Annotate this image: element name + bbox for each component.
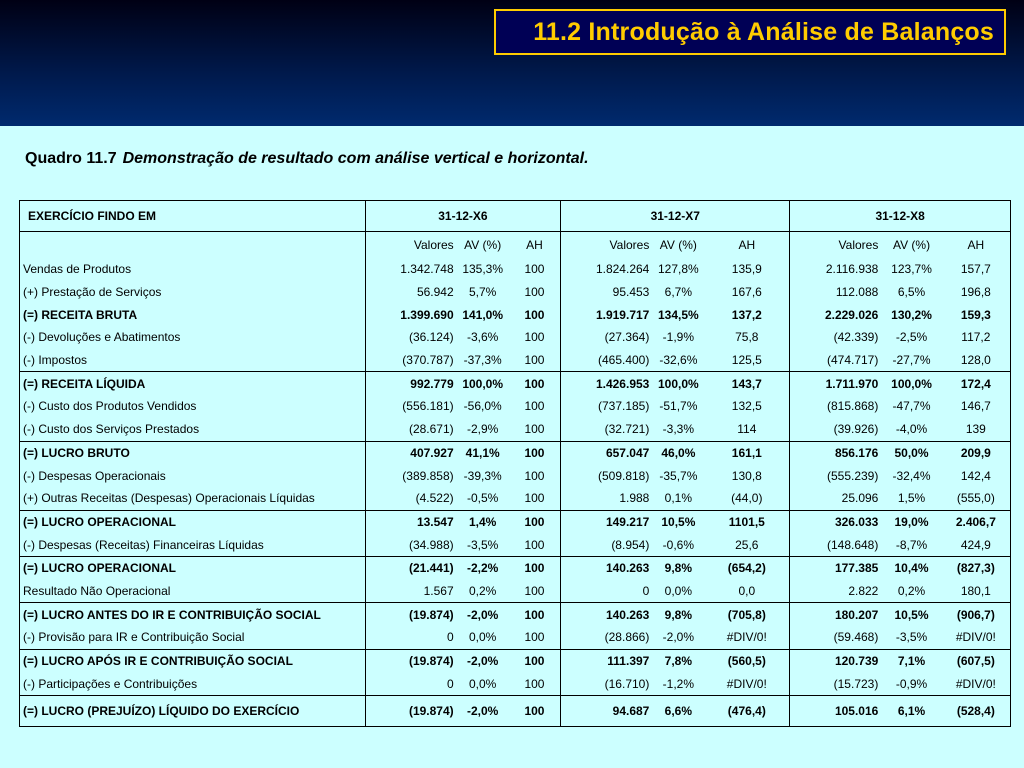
cell-av: 6,6% bbox=[652, 696, 704, 727]
cell-ah: 146,7 bbox=[960, 399, 991, 414]
slide-header bbox=[0, 0, 1024, 126]
header-period-x7: 31-12-X7 bbox=[561, 201, 790, 232]
slide-title: 11.2 Introdução à Análise de Balanços bbox=[533, 17, 994, 46]
cell-valores: (42.339) bbox=[833, 330, 879, 345]
cell-ah: 100 bbox=[509, 395, 561, 418]
cell-ah: 100 bbox=[509, 580, 561, 603]
cell-ah: 142,4 bbox=[960, 468, 991, 483]
cell-valores: 1.919.717 bbox=[595, 307, 650, 322]
cell-ah: 100 bbox=[509, 672, 561, 695]
row-label: (=) LUCRO OPERACIONAL bbox=[20, 556, 366, 579]
cell-valores: (16.710) bbox=[604, 676, 650, 691]
cell-ah: 100 bbox=[509, 349, 561, 372]
cell-ah: 424,9 bbox=[960, 537, 991, 552]
cell-av: 0,0% bbox=[468, 630, 497, 645]
subheader-valores: Valores bbox=[413, 238, 454, 252]
cell-av: 10,5% bbox=[881, 603, 941, 626]
cell-av: 46,0% bbox=[652, 441, 704, 464]
cell-ah: 100 bbox=[509, 696, 561, 727]
row-label: (-) Despesas Operacionais bbox=[20, 464, 366, 487]
cell-av: -3,5% bbox=[895, 630, 928, 645]
table-caption bbox=[25, 150, 589, 168]
cell-av: -1,2% bbox=[662, 676, 695, 691]
cell-av: 134,5% bbox=[658, 307, 699, 322]
cell-valores: (27.364) bbox=[604, 330, 650, 345]
header-period-x8: 31-12-X8 bbox=[790, 201, 1011, 232]
cell-valores: (509.818) bbox=[597, 468, 650, 483]
cell-ah: 100 bbox=[509, 372, 561, 395]
cell-valores: (737.185) bbox=[597, 399, 650, 414]
cell-ah: 114 bbox=[704, 418, 789, 441]
cell-ah: (560,5) bbox=[704, 649, 789, 672]
cell-ah: 100 bbox=[509, 649, 561, 672]
cell-valores: 149.217 bbox=[561, 510, 653, 533]
cell-ah: 1101,5 bbox=[704, 510, 789, 533]
cell-ah: 100 bbox=[509, 510, 561, 533]
cell-ah: 100 bbox=[509, 464, 561, 487]
cell-ah: #DIV/0! bbox=[955, 676, 996, 691]
cell-av: 10,4% bbox=[881, 556, 941, 579]
table-row bbox=[20, 372, 1011, 395]
cell-ah: (654,2) bbox=[704, 556, 789, 579]
cell-valores: 25.096 bbox=[841, 491, 879, 506]
cell-ah: #DIV/0! bbox=[704, 626, 789, 649]
cell-av: 10,5% bbox=[652, 510, 704, 533]
cell-ah: 137,2 bbox=[704, 303, 789, 326]
table-row bbox=[20, 603, 1011, 626]
subheader-empty bbox=[20, 232, 366, 259]
cell-ah: 100 bbox=[509, 626, 561, 649]
row-label: (+) Outras Receitas (Despesas) Operacionais Líquidas bbox=[20, 487, 366, 510]
caption-description: Demonstração de resultado com análise vertical e horizontal. bbox=[122, 150, 589, 167]
cell-ah: 117,2 bbox=[961, 330, 991, 345]
row-label: (-) Impostos bbox=[20, 349, 366, 372]
table-row bbox=[20, 556, 1011, 579]
cell-valores: (148.648) bbox=[826, 537, 879, 552]
cell-av: -37,3% bbox=[463, 353, 502, 368]
header-period-x6: 31-12-X6 bbox=[365, 201, 561, 232]
cell-ah: 130,8 bbox=[704, 464, 789, 487]
cell-ah: 167,6 bbox=[704, 281, 789, 304]
cell-av: -2,0% bbox=[662, 630, 695, 645]
cell-av: -3,3% bbox=[662, 422, 695, 437]
cell-av: 9,8% bbox=[652, 556, 704, 579]
cell-ah: 100 bbox=[509, 303, 561, 326]
cell-valores: 13.547 bbox=[365, 510, 457, 533]
cell-ah: 100 bbox=[509, 487, 561, 510]
cell-ah: (476,4) bbox=[704, 696, 789, 727]
cell-valores: (28.866) bbox=[604, 630, 650, 645]
cell-ah: (528,4) bbox=[942, 696, 1011, 727]
table-row bbox=[20, 487, 1011, 510]
cell-av: -0,9% bbox=[895, 676, 928, 691]
cell-valores: (555.239) bbox=[826, 468, 879, 483]
table-row bbox=[20, 349, 1011, 372]
cell-ah: #DIV/0! bbox=[704, 672, 789, 695]
table-row bbox=[20, 649, 1011, 672]
cell-ah: 100 bbox=[509, 556, 561, 579]
cell-av: -35,7% bbox=[659, 468, 698, 483]
cell-ah: 125,5 bbox=[704, 349, 789, 372]
row-label: (=) LUCRO ANTES DO IR E CONTRIBUIÇÃO SOCIAL bbox=[20, 603, 366, 626]
row-label: (=) LUCRO (PREJUÍZO) LÍQUIDO DO EXERCÍCIO bbox=[20, 696, 366, 727]
cell-av: -51,7% bbox=[659, 399, 698, 414]
row-label: (=) LUCRO OPERACIONAL bbox=[20, 510, 366, 533]
cell-av: 6,1% bbox=[881, 696, 941, 727]
cell-ah: 100 bbox=[509, 533, 561, 556]
cell-av: -2,5% bbox=[895, 330, 928, 345]
cell-ah: 209,9 bbox=[942, 441, 1011, 464]
row-label: (-) Devoluções e Abatimentos bbox=[20, 326, 366, 349]
cell-av: -39,3% bbox=[463, 468, 502, 483]
row-label: (-) Custo dos Serviços Prestados bbox=[20, 418, 366, 441]
row-label: (+) Prestação de Serviços bbox=[20, 281, 366, 304]
cell-av: 50,0% bbox=[881, 441, 941, 464]
cell-valores: 657.047 bbox=[561, 441, 653, 464]
cell-ah: 75,8 bbox=[704, 326, 789, 349]
cell-valores: (59.468) bbox=[833, 630, 879, 645]
cell-valores: 1.711.970 bbox=[790, 372, 882, 395]
cell-valores: 111.397 bbox=[561, 649, 653, 672]
cell-valores: 0 bbox=[446, 630, 454, 645]
cell-valores: 992.779 bbox=[365, 372, 457, 395]
cell-ah: 157,7 bbox=[960, 262, 991, 277]
row-label: (-) Despesas (Receitas) Financeiras Líquidas bbox=[20, 533, 366, 556]
cell-ah: 100 bbox=[509, 418, 561, 441]
cell-ah: 132,5 bbox=[704, 395, 789, 418]
cell-valores: (556.181) bbox=[402, 399, 454, 414]
cell-av: 127,8% bbox=[658, 262, 699, 277]
subheader-ah: AH bbox=[967, 238, 985, 252]
row-label: Resultado Não Operacional bbox=[20, 580, 366, 603]
cell-av: 1,4% bbox=[457, 510, 509, 533]
cell-valores: (474.717) bbox=[826, 353, 879, 368]
cell-av: 1,5% bbox=[897, 491, 926, 506]
cell-ah: 161,1 bbox=[704, 441, 789, 464]
cell-av: 7,1% bbox=[881, 649, 941, 672]
row-label: (-) Provisão para IR e Contribuição Social bbox=[20, 626, 366, 649]
cell-av: 6,7% bbox=[664, 285, 693, 300]
cell-valores: 1.342.748 bbox=[400, 262, 454, 277]
cell-valores: 105.016 bbox=[790, 696, 882, 727]
subheader-valores: Valores bbox=[609, 238, 650, 252]
cell-av: -32,6% bbox=[659, 353, 698, 368]
cell-valores: 2.116.938 bbox=[825, 262, 879, 277]
cell-av: 123,7% bbox=[891, 262, 932, 277]
cell-av: -0,5% bbox=[466, 491, 499, 506]
cell-valores: 326.033 bbox=[790, 510, 882, 533]
cell-av: -2,0% bbox=[457, 696, 509, 727]
cell-av: 0,0% bbox=[664, 583, 693, 598]
cell-valores: 1.426.953 bbox=[561, 372, 653, 395]
cell-valores: (32.721) bbox=[604, 422, 650, 437]
cell-ah: #DIV/0! bbox=[955, 630, 996, 645]
cell-av: 130,2% bbox=[891, 307, 932, 322]
row-label: (=) LUCRO BRUTO bbox=[20, 441, 366, 464]
table-row bbox=[20, 696, 1011, 727]
cell-valores: (15.723) bbox=[833, 676, 879, 691]
cell-av: -8,7% bbox=[895, 537, 928, 552]
cell-av: -2,2% bbox=[457, 556, 509, 579]
cell-av: -27,7% bbox=[892, 353, 931, 368]
cell-av: -3,5% bbox=[466, 537, 499, 552]
cell-ah: 128,0 bbox=[960, 353, 991, 368]
cell-valores: (34.988) bbox=[408, 537, 454, 552]
cell-ah: (827,3) bbox=[942, 556, 1011, 579]
cell-av: 100,0% bbox=[457, 372, 509, 395]
table-row bbox=[20, 533, 1011, 556]
row-label: (=) LUCRO APÓS IR E CONTRIBUIÇÃO SOCIAL bbox=[20, 649, 366, 672]
subheader-row bbox=[20, 232, 1011, 259]
cell-valores: (370.787) bbox=[402, 353, 454, 368]
caption-number: Quadro 11.7 bbox=[25, 150, 117, 167]
income-statement-table bbox=[19, 200, 1011, 727]
cell-ah: 159,3 bbox=[960, 307, 991, 322]
table-row bbox=[20, 418, 1011, 441]
cell-av: -2,0% bbox=[457, 649, 509, 672]
cell-av: 141,0% bbox=[462, 307, 504, 322]
cell-ah: 25,6 bbox=[704, 533, 789, 556]
cell-ah: 100 bbox=[509, 326, 561, 349]
cell-valores: 180.207 bbox=[790, 603, 882, 626]
table-row bbox=[20, 464, 1011, 487]
cell-ah: 139 bbox=[965, 422, 986, 437]
cell-valores: 177.385 bbox=[790, 556, 882, 579]
cell-valores: 856.176 bbox=[790, 441, 882, 464]
cell-av: 6,5% bbox=[897, 285, 926, 300]
subheader-valores: Valores bbox=[838, 238, 879, 252]
cell-valores: (4.522) bbox=[415, 491, 454, 506]
cell-valores: (36.124) bbox=[408, 330, 454, 345]
cell-ah: 0,0 bbox=[704, 580, 789, 603]
subheader-av: AV (%) bbox=[464, 238, 502, 252]
cell-av: 100,0% bbox=[881, 372, 941, 395]
cell-ah: (607,5) bbox=[942, 649, 1011, 672]
cell-ah: 100 bbox=[509, 258, 561, 281]
cell-valores: (8.954) bbox=[611, 537, 650, 552]
cell-av: -32,4% bbox=[892, 468, 931, 483]
cell-av: -3,6% bbox=[466, 330, 499, 345]
cell-valores: 2.822 bbox=[848, 583, 879, 598]
table-row bbox=[20, 258, 1011, 281]
cell-ah: 180,1 bbox=[960, 583, 991, 598]
subheader-ah: AH bbox=[704, 232, 789, 259]
slide-title-box bbox=[494, 9, 1006, 55]
cell-valores: 0 bbox=[642, 583, 650, 598]
table-row bbox=[20, 580, 1011, 603]
table-row bbox=[20, 626, 1011, 649]
table-row bbox=[20, 672, 1011, 695]
cell-av: 0,0% bbox=[468, 676, 497, 691]
table-header-row bbox=[20, 201, 1011, 232]
cell-av: -2,0% bbox=[457, 603, 509, 626]
cell-av: 5,7% bbox=[468, 285, 497, 300]
cell-valores: 0 bbox=[446, 676, 454, 691]
row-label: (-) Custo dos Produtos Vendidos bbox=[20, 395, 366, 418]
cell-av: -4,0% bbox=[895, 422, 928, 437]
cell-valores: 120.739 bbox=[790, 649, 882, 672]
cell-valores: 1.567 bbox=[423, 583, 454, 598]
cell-av: 9,8% bbox=[652, 603, 704, 626]
cell-ah: (705,8) bbox=[704, 603, 789, 626]
cell-valores: 1.988 bbox=[619, 491, 650, 506]
table-row bbox=[20, 326, 1011, 349]
cell-ah: 2.406,7 bbox=[942, 510, 1011, 533]
cell-av: 0,1% bbox=[664, 491, 693, 506]
cell-ah: 100 bbox=[509, 441, 561, 464]
header-exercicio: EXERCÍCIO FINDO EM bbox=[20, 201, 366, 232]
cell-av: -1,9% bbox=[662, 330, 695, 345]
cell-valores: 56.942 bbox=[416, 285, 454, 300]
row-label: (=) RECEITA BRUTA bbox=[20, 303, 366, 326]
cell-valores: 407.927 bbox=[365, 441, 457, 464]
cell-av: -56,0% bbox=[463, 399, 502, 414]
cell-valores: 2.229.026 bbox=[824, 307, 879, 322]
cell-valores: (39.926) bbox=[833, 422, 879, 437]
table-row bbox=[20, 510, 1011, 533]
cell-av: -2,9% bbox=[466, 422, 499, 437]
subheader-av: AV (%) bbox=[659, 238, 697, 252]
table-row bbox=[20, 395, 1011, 418]
subheader-ah: AH bbox=[509, 232, 561, 259]
cell-av: 19,0% bbox=[881, 510, 941, 533]
cell-valores: (28.671) bbox=[408, 422, 454, 437]
cell-ah: 100 bbox=[509, 603, 561, 626]
cell-ah: (44,0) bbox=[704, 487, 789, 510]
cell-av: -47,7% bbox=[892, 399, 931, 414]
cell-valores: (815.868) bbox=[826, 399, 879, 414]
cell-valores: 140.263 bbox=[561, 603, 653, 626]
cell-valores: 112.088 bbox=[835, 285, 879, 300]
cell-av: 41,1% bbox=[457, 441, 509, 464]
row-label: (=) RECEITA LÍQUIDA bbox=[20, 372, 366, 395]
cell-valores: 1.399.690 bbox=[400, 307, 454, 322]
cell-ah: 135,9 bbox=[704, 258, 789, 281]
cell-av: 100,0% bbox=[652, 372, 704, 395]
cell-valores: 1.824.264 bbox=[595, 262, 650, 277]
subheader-av: AV (%) bbox=[892, 238, 931, 252]
table-body bbox=[20, 232, 1011, 727]
cell-av: 0,2% bbox=[468, 583, 497, 598]
cell-av: 0,2% bbox=[897, 583, 926, 598]
cell-valores: 94.687 bbox=[561, 696, 653, 727]
cell-ah: 172,4 bbox=[942, 372, 1011, 395]
row-label: Vendas de Produtos bbox=[20, 258, 366, 281]
cell-valores: (19.874) bbox=[365, 649, 457, 672]
cell-valores: (389.858) bbox=[402, 468, 454, 483]
cell-valores: (19.874) bbox=[365, 603, 457, 626]
cell-av: 7,8% bbox=[652, 649, 704, 672]
cell-valores: (19.874) bbox=[365, 696, 457, 727]
cell-ah: (555,0) bbox=[956, 491, 995, 506]
table-row bbox=[20, 441, 1011, 464]
table-row bbox=[20, 303, 1011, 326]
cell-av: 135,3% bbox=[462, 262, 504, 277]
table-row bbox=[20, 281, 1011, 304]
cell-valores: 95.453 bbox=[612, 285, 650, 300]
cell-valores: (465.400) bbox=[597, 353, 650, 368]
cell-ah: (906,7) bbox=[942, 603, 1011, 626]
cell-ah: 143,7 bbox=[704, 372, 789, 395]
row-label: (-) Participações e Contribuições bbox=[20, 672, 366, 695]
cell-av: -0,6% bbox=[662, 537, 695, 552]
cell-ah: 196,8 bbox=[960, 285, 991, 300]
cell-valores: (21.441) bbox=[365, 556, 457, 579]
cell-ah: 100 bbox=[509, 281, 561, 304]
cell-valores: 140.263 bbox=[561, 556, 653, 579]
